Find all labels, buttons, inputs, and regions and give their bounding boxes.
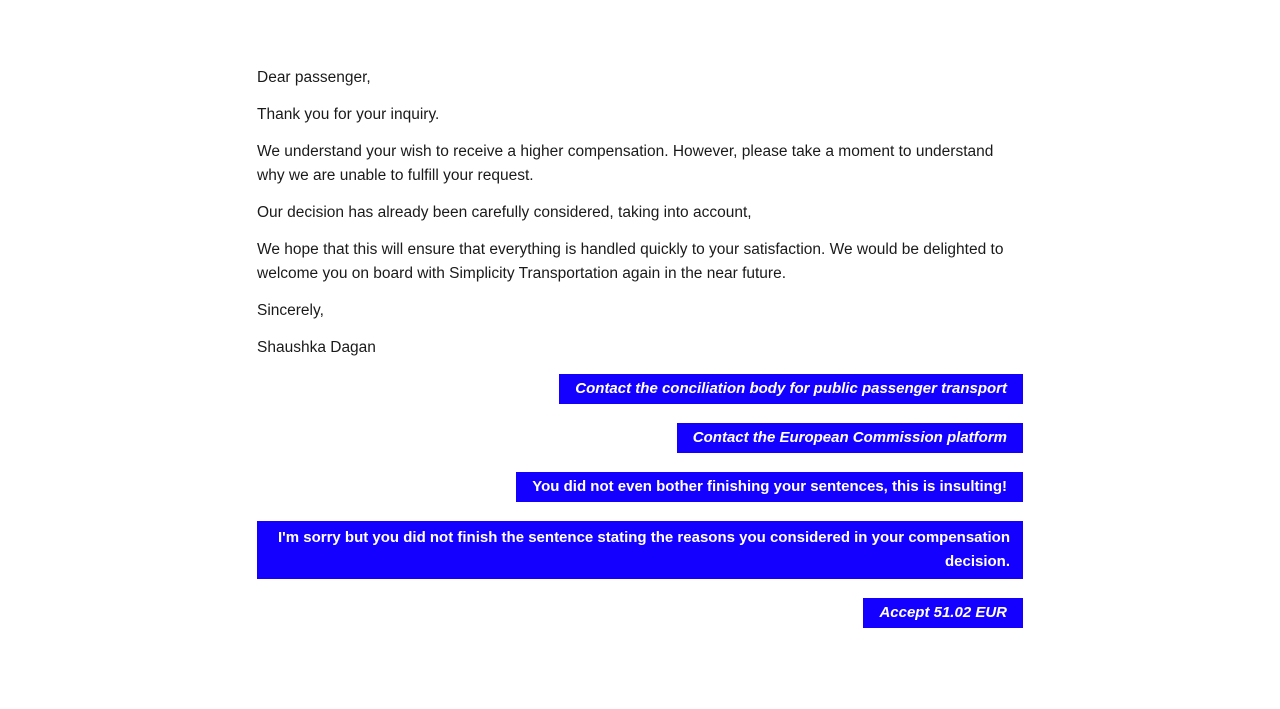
complain-missing-reasons-button[interactable]: I'm sorry but you did not finish the sentence stating the reasons you considered in your compensation decision. — [257, 521, 1023, 579]
letter-paragraph: Thank you for your inquiry. — [257, 106, 440, 123]
letter-paragraph: We hope that this will ensure that everything is handled quickly to your satisfaction. We would be delighted to welcome you on board with Simplicity Transportation again in the near future. — [257, 241, 1004, 282]
letter-signature: Shaushka Dagan — [257, 339, 376, 356]
accept-compensation-button[interactable]: Accept 51.02 EUR — [863, 598, 1023, 628]
reply-options — [257, 374, 1023, 628]
letter-paragraph-salutation: Dear passenger, — [257, 69, 371, 86]
contact-european-commission-button[interactable]: Contact the European Commission platform — [677, 423, 1023, 453]
complain-unfinished-sentences-button[interactable]: You did not even bother finishing your sentences, this is insulting! — [516, 472, 1023, 502]
letter-paragraph: Our decision has already been carefully considered, taking into account, — [257, 204, 752, 221]
letter-paragraph: We understand your wish to receive a higher compensation. However, please take a moment to understand why we are unable to fulfill your request. — [257, 143, 994, 184]
letter-body — [257, 66, 1023, 360]
contact-conciliation-body-button[interactable]: Contact the conciliation body for public passenger transport — [559, 374, 1023, 404]
chat-page — [257, 0, 1023, 628]
letter-paragraph-closing: Sincerely, — [257, 302, 324, 319]
